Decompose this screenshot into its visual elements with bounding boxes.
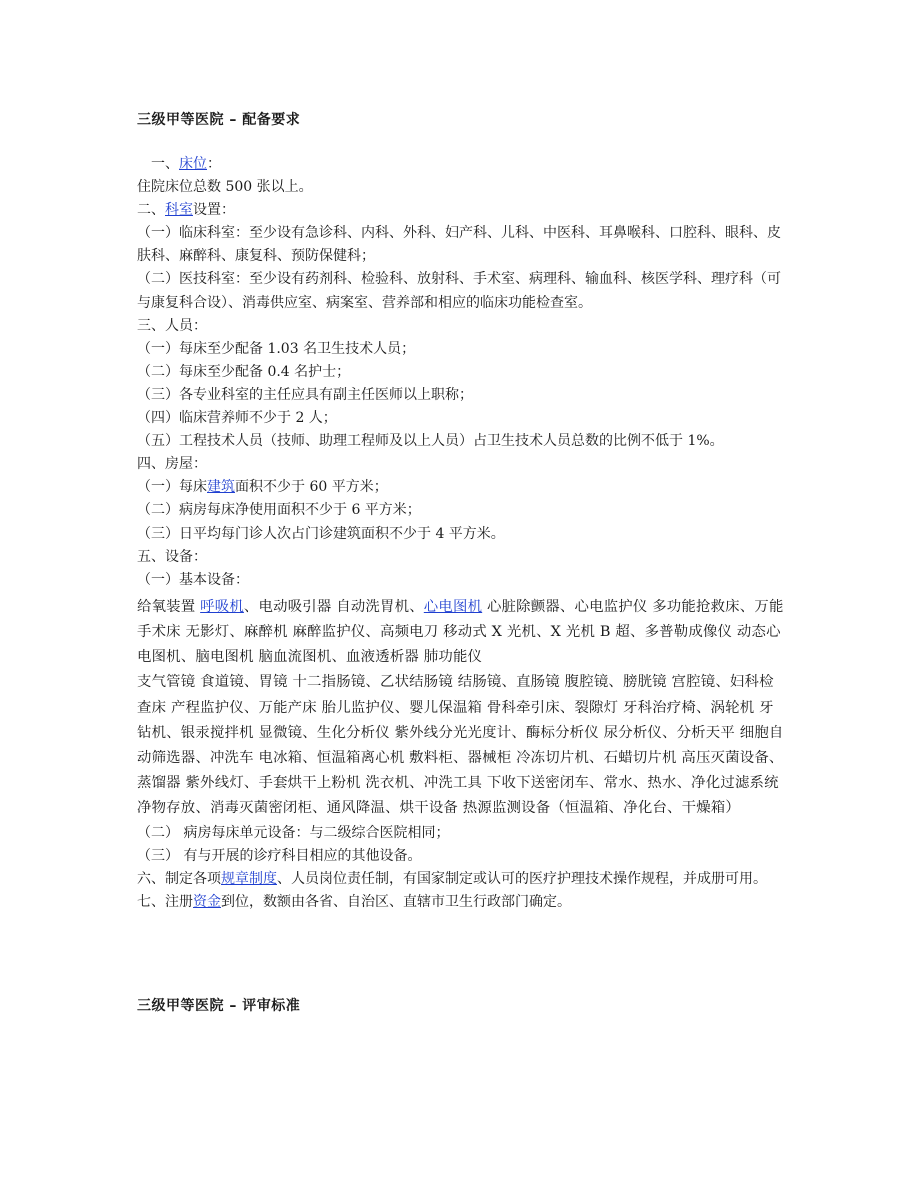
dept-link[interactable]: 科室 bbox=[165, 202, 193, 219]
construction-link[interactable]: 建筑 bbox=[207, 479, 235, 496]
building-item bbox=[137, 476, 787, 499]
equipment-text: 给氧装置 bbox=[137, 598, 201, 615]
document-body bbox=[137, 153, 787, 914]
funding-paragraph bbox=[137, 891, 787, 914]
regulations-link[interactable]: 规章制度 bbox=[221, 870, 277, 887]
staff-item: （三）各专业科室的主任应具有副主任医师以上职称； bbox=[137, 386, 473, 403]
funding-prefix: 七、注册 bbox=[137, 893, 193, 910]
building-item: （三）日平均每门诊人次占门诊建筑面积不少于 4 平方米。 bbox=[137, 525, 505, 542]
building-item-suffix: 面积不少于 60 平方米； bbox=[235, 479, 388, 496]
section-heading-standards: 三级甲等医院 – 评审标准 bbox=[137, 998, 301, 1014]
section-heading-requirements: 三级甲等医院 – 配备要求 bbox=[137, 112, 301, 128]
equipment-list-1 bbox=[137, 595, 787, 671]
bed-link[interactable]: 床位 bbox=[179, 156, 207, 172]
rules-suffix: 、人员岗位责任制，有国家制定或认可的医疗护理技术操作规程，并成册可用。 bbox=[277, 870, 767, 887]
staff-heading: 三、人员： bbox=[137, 317, 207, 334]
staff-item: （一）每床至少配备 1.03 名卫生技术人员； bbox=[137, 340, 416, 357]
basic-equipment-heading: （一）基本设备： bbox=[137, 571, 249, 588]
other-equipment: （三） 有与开展的诊疗科目相应的其他设备。 bbox=[137, 847, 422, 864]
funds-link[interactable]: 资金 bbox=[193, 893, 221, 910]
ward-equipment: （二） 病房每床单元设备：与二级综合医院相同； bbox=[137, 824, 450, 841]
rules-paragraph bbox=[137, 868, 787, 891]
staff-item: （二）每床至少配备 0.4 名护士； bbox=[137, 363, 351, 380]
staff-item: （五）工程技术人员（技师、助理工程师及以上人员）占卫生技术人员总数的比例不低于 1%。 bbox=[137, 433, 724, 450]
funding-suffix: 到位，数额由各省、自治区、直辖市卫生行政部门确定。 bbox=[221, 893, 571, 910]
bed-heading bbox=[137, 153, 787, 176]
building-item: （二）病房每床净使用面积不少于 6 平方米； bbox=[137, 502, 421, 519]
equipment-heading: 五、设备： bbox=[137, 548, 207, 565]
equipment-text: 心脏除颤器、心电监护仪 多功能抢救床、万能手术床 无影灯、麻醉机 麻醉监护仪、高频电刀 移动式 X 光机、X 光机 B 超、多普勒成像仪 动态心电图机、脑电图机 脑血流图机、血液透析器 肺功能仪 bbox=[137, 598, 784, 666]
ecg-machine-link[interactable]: 心电图机 bbox=[423, 598, 483, 615]
staff-item: （四）临床营养师不少于 2 人； bbox=[137, 410, 337, 427]
rules-prefix: 六、制定各项 bbox=[137, 870, 221, 887]
dept-heading-suffix: 设置： bbox=[193, 202, 235, 219]
dept-heading-prefix: 二、 bbox=[137, 202, 165, 219]
building-item-prefix: （一）每床 bbox=[137, 479, 207, 496]
equipment-list-2: 支气管镜 食道镜、胃镜 十二指肠镜、乙状结肠镜 结肠镜、直肠镜 腹腔镜、膀胱镜 宫腔镜、妇科检查床 产程监护仪、万能产床 胎儿监护仪、婴儿保温箱 骨科牵引床、裂隙灯 牙科治疗椅、涡轮机 牙钻机、银汞搅拌机 显微镜、生化分析仪 紫外线分光光度计、酶标分析仪 尿分析仪、分析天平 细胞自动筛选器、冲洗车 电冰箱、恒温箱离心机 敷料柜、器械柜 冷冻切片机、石蜡切片机 高压灭菌设备、蒸馏器 紫外线灯、手套烘干上粉机 洗衣机、冲洗工具 下收下送密闭车、常水、热水、净化过滤系统 净物存放、消毒灭菌密闭柜、通风降温、烘干设备 热源监测设备（恒温箱、净化台、干燥箱） bbox=[137, 674, 784, 817]
dept-heading bbox=[137, 199, 787, 222]
clinical-depts: （一）临床科室：至少设有急诊科、内科、外科、妇产科、儿科、中医科、耳鼻喉科、口腔科、眼科、皮肤科、麻醉科、康复科、预防保健科； bbox=[137, 225, 781, 265]
medtech-depts: （二）医技科室：至少设有药剂科、检验科、放射科、手术室、病理科、输血科、核医学科、理疗科（可与康复科合设）、消毒供应室、病案室、营养部和相应的临床功能检查室。 bbox=[137, 271, 781, 311]
bed-text: 住院床位总数 500 张以上。 bbox=[137, 179, 313, 196]
bed-heading-suffix: ： bbox=[207, 156, 221, 172]
ventilator-link[interactable]: 呼吸机 bbox=[200, 598, 244, 615]
building-heading: 四、房屋： bbox=[137, 456, 207, 473]
bed-heading-prefix: 一、 bbox=[151, 156, 179, 172]
equipment-text: 、电动吸引器 自动洗胃机、 bbox=[243, 598, 424, 615]
